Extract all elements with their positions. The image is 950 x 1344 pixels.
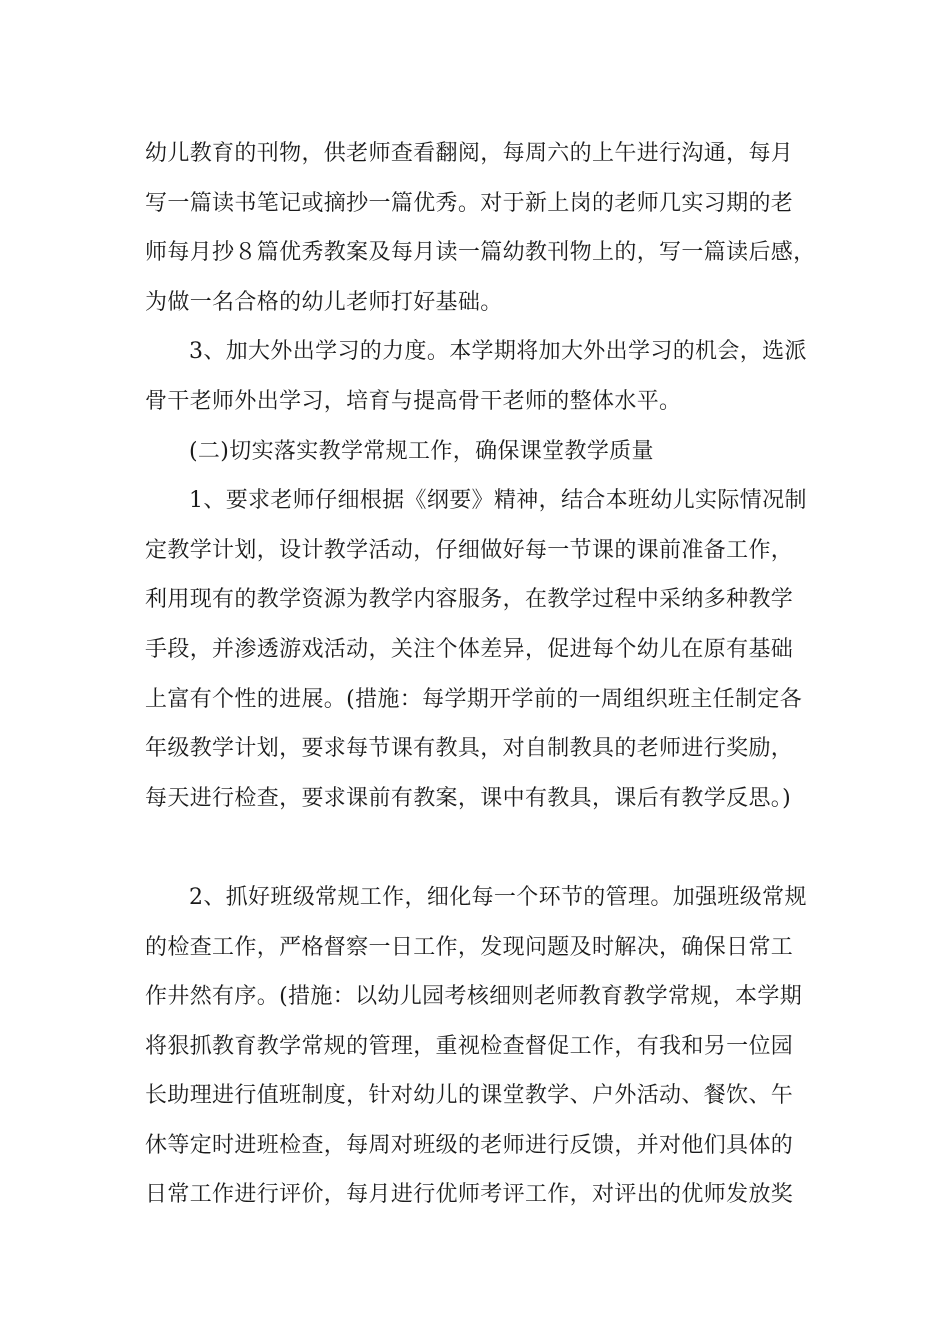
text-line: 上富有个性的进展。(措施：每学期开学前的一周组织班主任制定各 bbox=[145, 686, 803, 712]
text-line: 手段，并渗透游戏活动，关注个体差异，促进每个幼儿在原有基础 bbox=[145, 636, 794, 662]
text-line: 日常工作进行评价，每月进行优师考评工作，对评出的优师发放奖 bbox=[145, 1182, 794, 1208]
text-line: 师每月抄８篇优秀教案及每月读一篇幼教刊物上的，写一篇读后感， bbox=[145, 240, 816, 266]
paragraph-start-line: 1、要求老师仔细根据《纲要》精神，结合本班幼儿实际情况制 bbox=[189, 488, 807, 514]
text-line: 年级教学计划，要求每节课有教具，对自制教具的老师进行奖励， bbox=[145, 736, 794, 762]
paragraph-start-line: 2、抓好班级常规工作，细化每一个环节的管理。加强班级常规 bbox=[189, 884, 807, 910]
text-line: 长助理进行值班制度，针对幼儿的课堂教学、户外活动、餐饮、午 bbox=[145, 1083, 794, 1109]
text-line: 定教学计划，设计教学活动，仔细做好每一节课的课前准备工作， bbox=[145, 537, 794, 563]
text-line: 作井然有序。(措施：以幼儿园考核细则老师教育教学常规，本学期 bbox=[145, 984, 803, 1010]
text-line: 骨干老师外出学习，培育与提高骨干老师的整体水平。 bbox=[145, 388, 682, 414]
text-line: 休等定时进班检查，每周对班级的老师进行反馈，并对他们具体的 bbox=[145, 1132, 794, 1158]
paragraph-gap bbox=[145, 823, 835, 873]
text-line: 将狠抓教育教学常规的管理，重视检查督促工作，有我和另一位园 bbox=[145, 1033, 794, 1059]
paragraph-start-line: 3、加大外出学习的力度。本学期将加大外出学习的机会，选派 bbox=[189, 339, 807, 365]
section-heading: (二)切实落实教学常规工作，确保课堂教学质量 bbox=[189, 438, 654, 464]
text-line: 写一篇读书笔记或摘抄一篇优秀。对于新上岗的老师几实习期的老 bbox=[145, 190, 794, 216]
text-line: 利用现有的教学资源为教学内容服务，在教学过程中采纳多种教学 bbox=[145, 587, 794, 613]
text-line: 每天进行检查，要求课前有教案，课中有教具，课后有教学反思。) bbox=[145, 785, 792, 811]
text-line: 为做一名合格的幼儿老师打好基础。 bbox=[145, 289, 503, 315]
document-body bbox=[145, 129, 835, 1220]
text-line: 的检查工作，严格督察一日工作，发现问题及时解决，确保日常工 bbox=[145, 934, 794, 960]
text-line: 幼儿教育的刊物，供老师查看翻阅，每周六的上午进行沟通，每月 bbox=[145, 141, 794, 166]
